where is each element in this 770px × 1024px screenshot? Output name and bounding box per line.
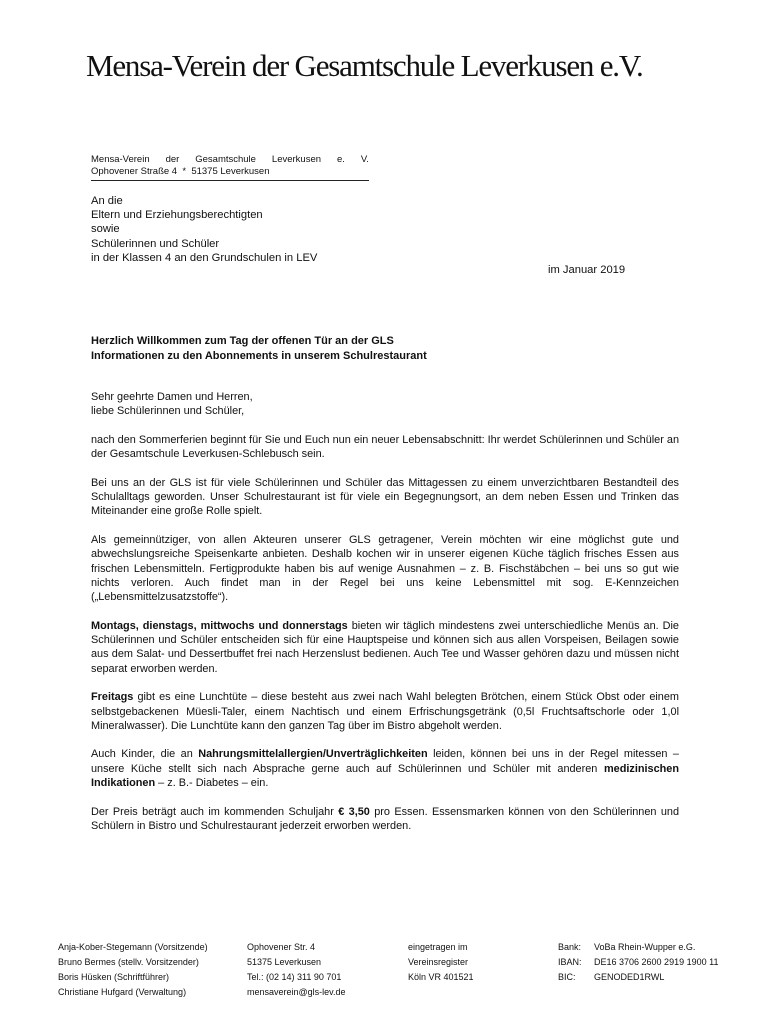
sender-name: Mensa-Verein der Gesamtschule Leverkusen e. V. bbox=[91, 154, 369, 165]
recipient-line: Eltern und Erziehungsberechtigten bbox=[91, 209, 263, 222]
salutation: Sehr geehrte Damen und Herren, liebe Schülerinnen und Schüler, bbox=[91, 391, 253, 418]
footer-address: Ophovener Str. 4 51375 Leverkusen Tel.: (02 14) 311 90 701 mensaverein@gls-lev.de bbox=[247, 940, 346, 1000]
recipient-line: An die bbox=[91, 195, 123, 207]
recipient-block bbox=[91, 194, 317, 265]
paragraph: Montags, dienstags, mittwochs und donnerstags bieten wir täglich mindestens zwei unterschiedliche Menüs an. Die Schülerinnen und Schüler entscheiden sich für eine Hauptspeise und können sich aus allen Vorspeisen, Beilagen sowie aus dem Salat- und Dessertbuffet frei nach Herzenslust bedienen. Auch Tee und Wasser gehören dazu und müssen nicht separat erworben werden. bbox=[91, 619, 679, 675]
footer-email: mensaverein@gls-lev.de bbox=[247, 987, 346, 997]
paragraph: Der Preis beträgt auch im kommenden Schuljahr € 3,50 pro Essen. Essensmarken können von den Schülerinnen und Schülern in Bistro und Schulrestaurant jederzeit erworben werden. bbox=[91, 805, 680, 832]
letter-date: im Januar 2019 bbox=[548, 264, 626, 276]
paragraph: Freitags gibt es eine Lunchtüte – diese besteht aus zwei nach Wahl belegten Brötchen, einem Stück Obst oder einem selbstgebackenen Müesli-Taler, einem Nachtisch und einem Erfrischungsgetränk (0,5l Fruchtsaftschorle oder 1,0l Mineralwasser). Die Lunchtüte kann den ganzen Tag über im Bistro abgeholt werden. bbox=[91, 691, 679, 732]
sender-street: Ophovener Straße 4 * 51375 Leverkusen bbox=[91, 166, 270, 177]
footer-bank: Bank: VoBa Rhein-Wupper e.G. IBAN: DE16 3706 2600 2919 1900 11 BIC: GENODED1RWL bbox=[558, 942, 719, 982]
subject-line: Informationen zu den Abonnements in unserem Schulrestaurant bbox=[91, 349, 427, 362]
recipient-line: sowie bbox=[91, 223, 120, 236]
sender-address-line bbox=[91, 154, 369, 181]
paragraph: Bei uns an der GLS ist für viele Schülerinnen und Schüler das Mittagessen zu einem unverzichtbaren Bestandteil des Schulalltags geworden. Unser Schulrestaurant ist für viele ein Begegnungsort, an dem neben Essen und Trinken das Miteinander eine große Rolle spielt. bbox=[91, 476, 679, 518]
footer-board: Anja-Kober-Stegemann (Vorsitzende) Bruno Bermes (stellv. Vorsitzender) Boris Hüsken (Schriftführer) Christiane Hufgard (Verwaltung) bbox=[58, 942, 208, 997]
recipient-line: in der Klassen 4 an den Grundschulen in LEV bbox=[91, 251, 318, 264]
subject-line: Herzlich Willkommen zum Tag der offenen Tür an der GLS bbox=[91, 335, 394, 347]
paragraph: Als gemeinnütziger, von allen Akteuren unserer GLS getragener, Verein möchten wir eine möglichst gute und abwechslungsreiche Speisenkarte anbieten. Deshalb kochen wir in unserer eigenen Küche täglich frisches Essen aus frischen Lebensmitteln. Fertigprodukte haben bis auf wenige Ausnahmen – z. B. Fischstäbchen – bei uns so gut wie nichts verloren. Auch findet man in der Regel bei uns keine Lebensmittel mit sog. E-Kennzeichen („Lebensmittelzusatzstoffe“). bbox=[91, 533, 679, 604]
letter-body bbox=[91, 390, 679, 848]
subject-heading bbox=[91, 334, 427, 363]
paragraph: nach den Sommerferien beginnt für Sie und Euch nun ein neuer Lebensabschnitt: Ihr werdet Schülerinnen und Schüler an der Gesamtschule Leverkusen-Schlebusch sein. bbox=[91, 433, 679, 461]
footer-register: eingetragen im Vereinsregister Köln VR 401521 bbox=[408, 942, 474, 982]
paragraph: Auch Kinder, die an Nahrungsmittelallergien/Unverträglichkeiten leiden, können bei uns in der Regel mitessen – unsere Küche stellt sich nach Absprache gerne auch auf Schülerinnen und Schüler mit anderen medizinischen Indikationen – z. B.- Diabetes – ein. bbox=[91, 748, 679, 790]
letterhead-title: Mensa-Verein der Gesamtschule Leverkusen e.V. bbox=[86, 48, 643, 83]
recipient-line: Schülerinnen und Schüler bbox=[91, 237, 220, 250]
